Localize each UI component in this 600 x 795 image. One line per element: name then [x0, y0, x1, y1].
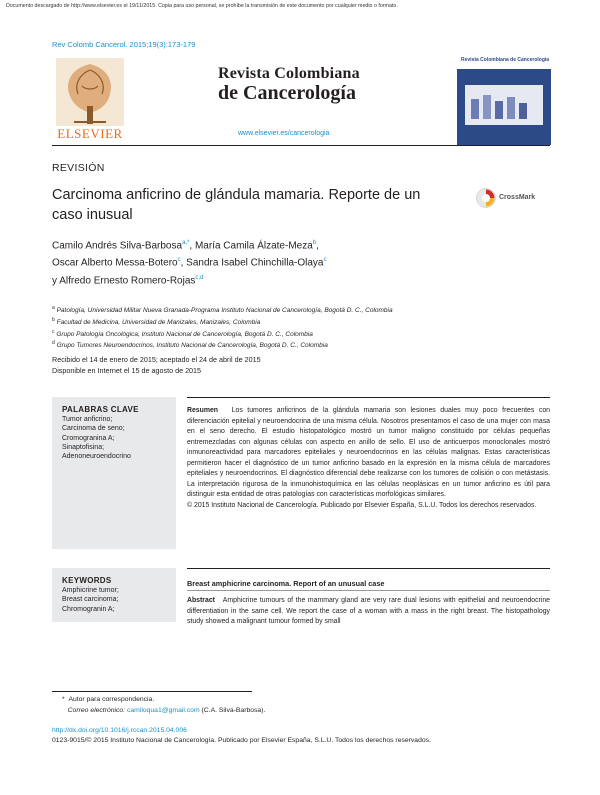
- online-date: Disponible en Internet el 15 de agosto de 2015: [52, 365, 202, 375]
- affiliation-item: $^d$ Grupo Tumores Neuroendocrinos, Instituto Nacional de Cancerología, Bogotá D. C., Colombia: [52, 340, 328, 350]
- keyword-item: Adenoneuroendocrino: [62, 453, 131, 461]
- doi-link[interactable]: http://dx.doi.org/10.1016/j.rccan.2015.04.006: [52, 727, 187, 734]
- abstract-en: [187, 596, 550, 628]
- author-name: Oscar Alberto Messa-Botero: [52, 257, 178, 269]
- author-affiliation-mark[interactable]: b: [312, 240, 317, 246]
- footnote-rule: [52, 691, 252, 692]
- journal-cover-image: [457, 55, 551, 145]
- abstract-en-rule: [187, 568, 550, 569]
- corresponding-email-link[interactable]: camiloqua1@gmail.com: [126, 706, 200, 714]
- author-line-2: Oscar Alberto Messa-Botero$^c$, Sandra Isabel Chinchilla-Olaya$^c$: [52, 257, 327, 269]
- keywords-en-box: [52, 568, 176, 622]
- issn-copyright: 0123-9015/© 2015 Instituto Nacional de Cancerología. Publicado por Elsevier España, S.L.U. Todos los derechos reservados.: [52, 737, 431, 744]
- keyword-item: Cromogranina A;: [62, 434, 115, 442]
- keywords-es-heading: PALABRAS CLAVE: [62, 405, 139, 414]
- author-name: María Camila Álzate-Meza: [194, 240, 313, 252]
- section-label: REVISIÓN: [52, 162, 105, 174]
- download-notice: Documento descargado de http://www.elsevier.es el 19/11/2015. Copia para uso personal, se prohíbe la transmisión de este documento por cualquier medio o formato.: [6, 3, 398, 9]
- author-list: [52, 236, 472, 288]
- cover-title: Revista Colombiana de Cancerología: [461, 57, 550, 63]
- journal-url-link[interactable]: www.elsevier.es/cancerologia: [238, 130, 330, 137]
- keywords-es-box: [52, 397, 176, 549]
- journal-title-line1: Revista Colombiana: [218, 65, 360, 82]
- keyword-item: Carcinoma de seno;: [62, 425, 125, 433]
- abstract-es-copyright: © 2015 Instituto Nacional de Cancerología. Publicado por Elsevier España, S.L.U. Todos los derechos reservados.: [187, 501, 537, 509]
- affiliation-item: $^a$ Patología, Universidad Militar Nueva Granada-Programa Instituto Nacional de Cancerología, Bogotá D. C., Colombia: [52, 305, 393, 315]
- corresponding-label: Autor para correspondencia.: [68, 696, 155, 703]
- journal-title-line2: de Cancerología: [218, 81, 356, 104]
- keyword-item: Sinaptofisina;: [62, 443, 105, 451]
- abstract-es-label: Resumen: [187, 407, 219, 414]
- journal-citation[interactable]: Rev Colomb Cancerol. 2015;19(3):173-179: [52, 40, 196, 49]
- author-name: y Alfredo Ernesto Romero-Rojas: [52, 274, 196, 286]
- abstract-es: [187, 406, 550, 511]
- abstract-en-title: Breast amphicrine carcinoma. Report of an unusual case: [187, 579, 385, 588]
- author-line-1: Camilo Andrés Silva-Barbosa$^{a,*}$, María Camila Álzate-Meza$^b$,: [52, 240, 319, 252]
- author-affiliation-mark[interactable]: c,d: [195, 274, 204, 281]
- elsevier-wordmark: ELSEVIER: [57, 126, 123, 141]
- email-label: Correo electrónico:: [67, 706, 126, 714]
- keywords-en-heading: KEYWORDS: [62, 576, 112, 585]
- elsevier-logo: [52, 56, 128, 142]
- author-name: Sandra Isabel Chinchilla-Olaya: [186, 257, 324, 269]
- affiliation-list: [52, 304, 542, 351]
- author-affiliation-mark[interactable]: a,*: [182, 240, 190, 246]
- author-affiliation-mark[interactable]: c: [323, 257, 327, 264]
- journal-masthead: [218, 66, 360, 104]
- affiliation-item: $^c$ Grupo Patología Oncológica, Instituto Nacional de Cancerología, Bogotá D. C., Colombia: [52, 328, 313, 338]
- received-date: Recibido el 14 de enero de 2015; aceptado el 24 de abril de 2015: [52, 355, 261, 364]
- abstract-es-rule: [187, 397, 550, 398]
- abstract-en-label: Abstract: [187, 597, 215, 604]
- author-line-3: [52, 271, 472, 288]
- keyword-item: Tumor anficrino;: [62, 416, 113, 423]
- article-title: Carcinoma anficrino de glándula mamaria. Reporte de un caso inusual: [52, 187, 421, 223]
- header-divider: [52, 145, 550, 146]
- article-dates: [52, 355, 261, 376]
- keyword-item: Chromogranin A;: [62, 605, 115, 613]
- affiliation-item: $^b$ Facultad de Medicina, Universidad de Manizales, Manizales, Colombia: [52, 316, 261, 326]
- keyword-item: Amphicrine tumor;: [62, 587, 119, 594]
- crossmark-badge[interactable]: [476, 188, 550, 208]
- author-affiliation-mark[interactable]: c: [177, 257, 181, 264]
- abstract-es-text: Los tumores anficrinos de la glándula mamaria son lesiones duales muy poco frecuentes con diferenciación epitelial y neuroendocrina de una misma célula. Nosotros presentamos el caso de una mujer con masa en el seno derecho. El estudio histopatológico mostró un tumor maligno constituido por células pequeñas entremezcladas con algunas células con aspecto en anillo de sello. El uso de anticuerpos monoclonales mostró inmunoreactividad para marcadores epiteliales y neuroendocrinos en las células malignas. Estas características permitieron hacer el diagnóstico de un tumor anficrino basado en la expresión en la misma célula de marcadores epiteliales y neuroendocrinos. El diagnóstico diferencial debe realizarse con los tumores de colisión o con metástasis. La interpretación rigurosa de la inmunohistoquímica en las células neoplásicas en un tumor anficrino es útil para distinguir esta entidad de otras patologías con características morfológicas similares.: [187, 407, 550, 499]
- author-name: Camilo Andrés Silva-Barbosa: [52, 240, 183, 252]
- abstract-en-text: Amphicrine tumours of the mammary gland are very rare dual lesions with epithelial and neuroendocrine differentiation in the same cell. We report the case of a woman with a mass in the right breast. The histopathology study showed a malignant tumour formed by small: [187, 597, 550, 626]
- crossmark-label: CrossMark: [499, 194, 536, 201]
- keyword-item: Breast carcinoma;: [62, 596, 119, 604]
- crossmark-icon: [476, 188, 496, 208]
- abstract-en-title-rule: [187, 590, 550, 591]
- corresponding-author-note: * Autor para correspondencia. Correo electrónico: camiloqua1@gmail.com (C.A. Silva-Barbosa).: [62, 696, 266, 714]
